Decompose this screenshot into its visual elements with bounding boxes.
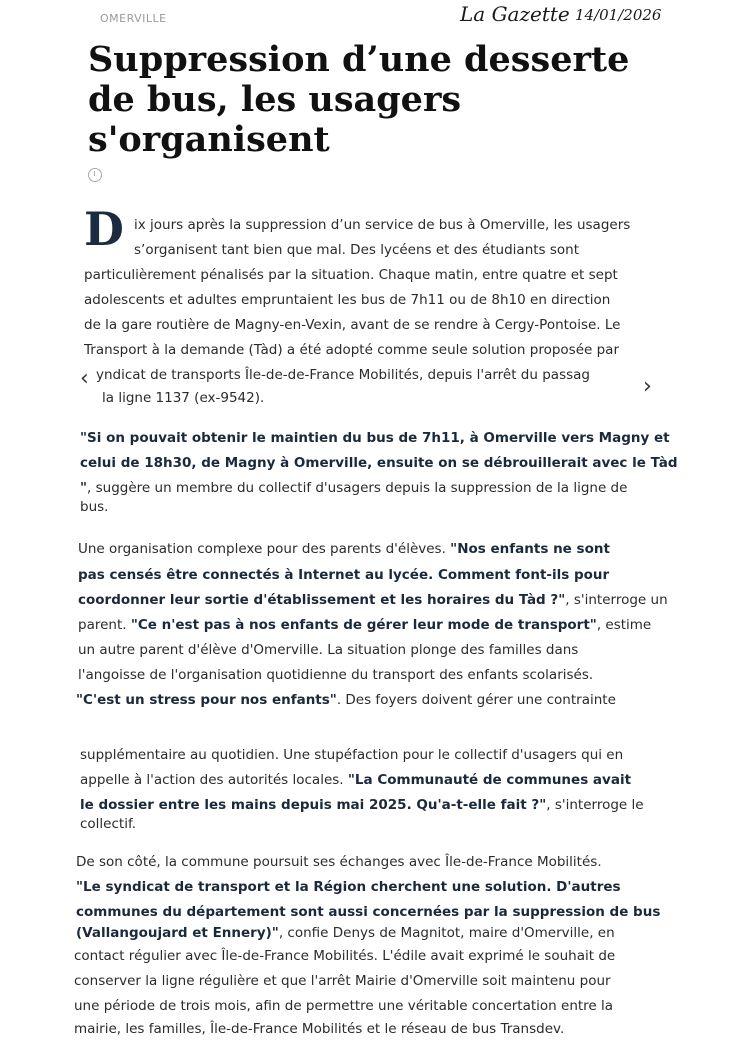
text-line: une période de trois mois, afin de permettre une véritable concertation entre la [74, 998, 614, 1014]
text-line: (Vallangoujard et Ennery)", confie Denys de Magnitot, maire d'Omerville, en [76, 925, 615, 941]
text-line: yndicat de transports Île-de-de-France Mobilités, depuis l'arrêt du passag [96, 367, 590, 383]
handwritten-date: 14/01/2026 [575, 6, 662, 24]
text-line: contact régulier avec Île-de-France Mobilités. L'édile avait exprimé le souhait de [74, 948, 616, 964]
text-line: conserver la ligne régulière et que l'arrêt Mairie d'Omerville soit maintenu pour [74, 973, 611, 989]
clock-icon [88, 168, 102, 182]
text-line: ix jours après la suppression d’un service de bus à Omerville, les usagers [134, 217, 631, 233]
text-line: le dossier entre les mains depuis mai 2025. Qu'a-t-elle fait ?", s'interroge le [80, 797, 644, 813]
text-line: De son côté, la commune poursuit ses échanges avec Île-de-France Mobilités. [76, 854, 602, 870]
text-line: collectif. [80, 816, 137, 832]
text-line: parent. "Ce n'est pas à nos enfants de gérer leur mode de transport", estime [78, 617, 652, 633]
text-line: coordonner leur sortie d'établissement et les horaires du Tàd ?", s'interroge un [78, 592, 668, 608]
text-line: mairie, les familles, Île-de-France Mobilités et le réseau de bus Transdev. [74, 1021, 565, 1037]
carousel-next-icon[interactable]: › [643, 374, 652, 399]
text-line: Transport à la demande (Tàd) a été adopté comme seule solution proposée par [84, 342, 620, 358]
text-line: s’organisent tant bien que mal. Des lycéens et des étudiants sont [134, 242, 580, 258]
section-label[interactable]: OMERVILLE [100, 12, 167, 25]
text-line: "Si on pouvait obtenir le maintien du bus de 7h11, à Omerville vers Magny et [80, 430, 670, 446]
text-line: particulièrement pénalisés par la situation. Chaque matin, entre quatre et sept [84, 267, 618, 283]
text-line: appelle à l'action des autorités locales. "La Communauté de communes avait [80, 772, 632, 788]
text-line: celui de 18h30, de Magny à Omerville, ensuite on se débrouillerait avec le Tàd [80, 455, 678, 471]
text-line: "C'est un stress pour nos enfants". Des foyers doivent gérer une contrainte [76, 692, 616, 708]
text-line: supplémentaire au quotidien. Une stupéfaction pour le collectif d'usagers qui en [80, 747, 624, 763]
text-line: adolescents et adultes empruntaient les bus de 7h11 ou de 8h10 en direction [84, 292, 611, 308]
newspaper-name: La Gazette [460, 2, 570, 26]
text-line: "Le syndicat de transport et la Région cherchent une solution. D'autres [76, 879, 621, 895]
article-title: Suppression d’une desserte de bus, les usagers s'organisent [88, 39, 630, 160]
text-line: communes du département sont aussi concernées par la suppression de bus [76, 904, 661, 920]
text-line: un autre parent d'élève d'Omerville. La situation plonge des familles dans [78, 642, 579, 658]
carousel-prev-icon[interactable]: ‹ [80, 366, 89, 391]
text-line: ", suggère un membre du collectif d'usagers depuis la suppression de la ligne de [80, 480, 628, 496]
text-line: Une organisation complexe pour des parents d'élèves. "Nos enfants ne sont [78, 541, 610, 557]
text-line: de la gare routière de Magny-en-Vexin, avant de se rendre à Cergy-Pontoise. Le [84, 317, 621, 333]
text-line: la ligne 1137 (ex-9542). [102, 390, 265, 406]
text-line: bus. [80, 499, 109, 515]
text-line: pas censés être connectés à Internet au lycée. Comment font-ils pour [78, 567, 610, 583]
text-line: l'angoisse de l'organisation quotidienne du transport des enfants scolarisés. [78, 667, 594, 683]
drop-cap: D [84, 202, 124, 256]
